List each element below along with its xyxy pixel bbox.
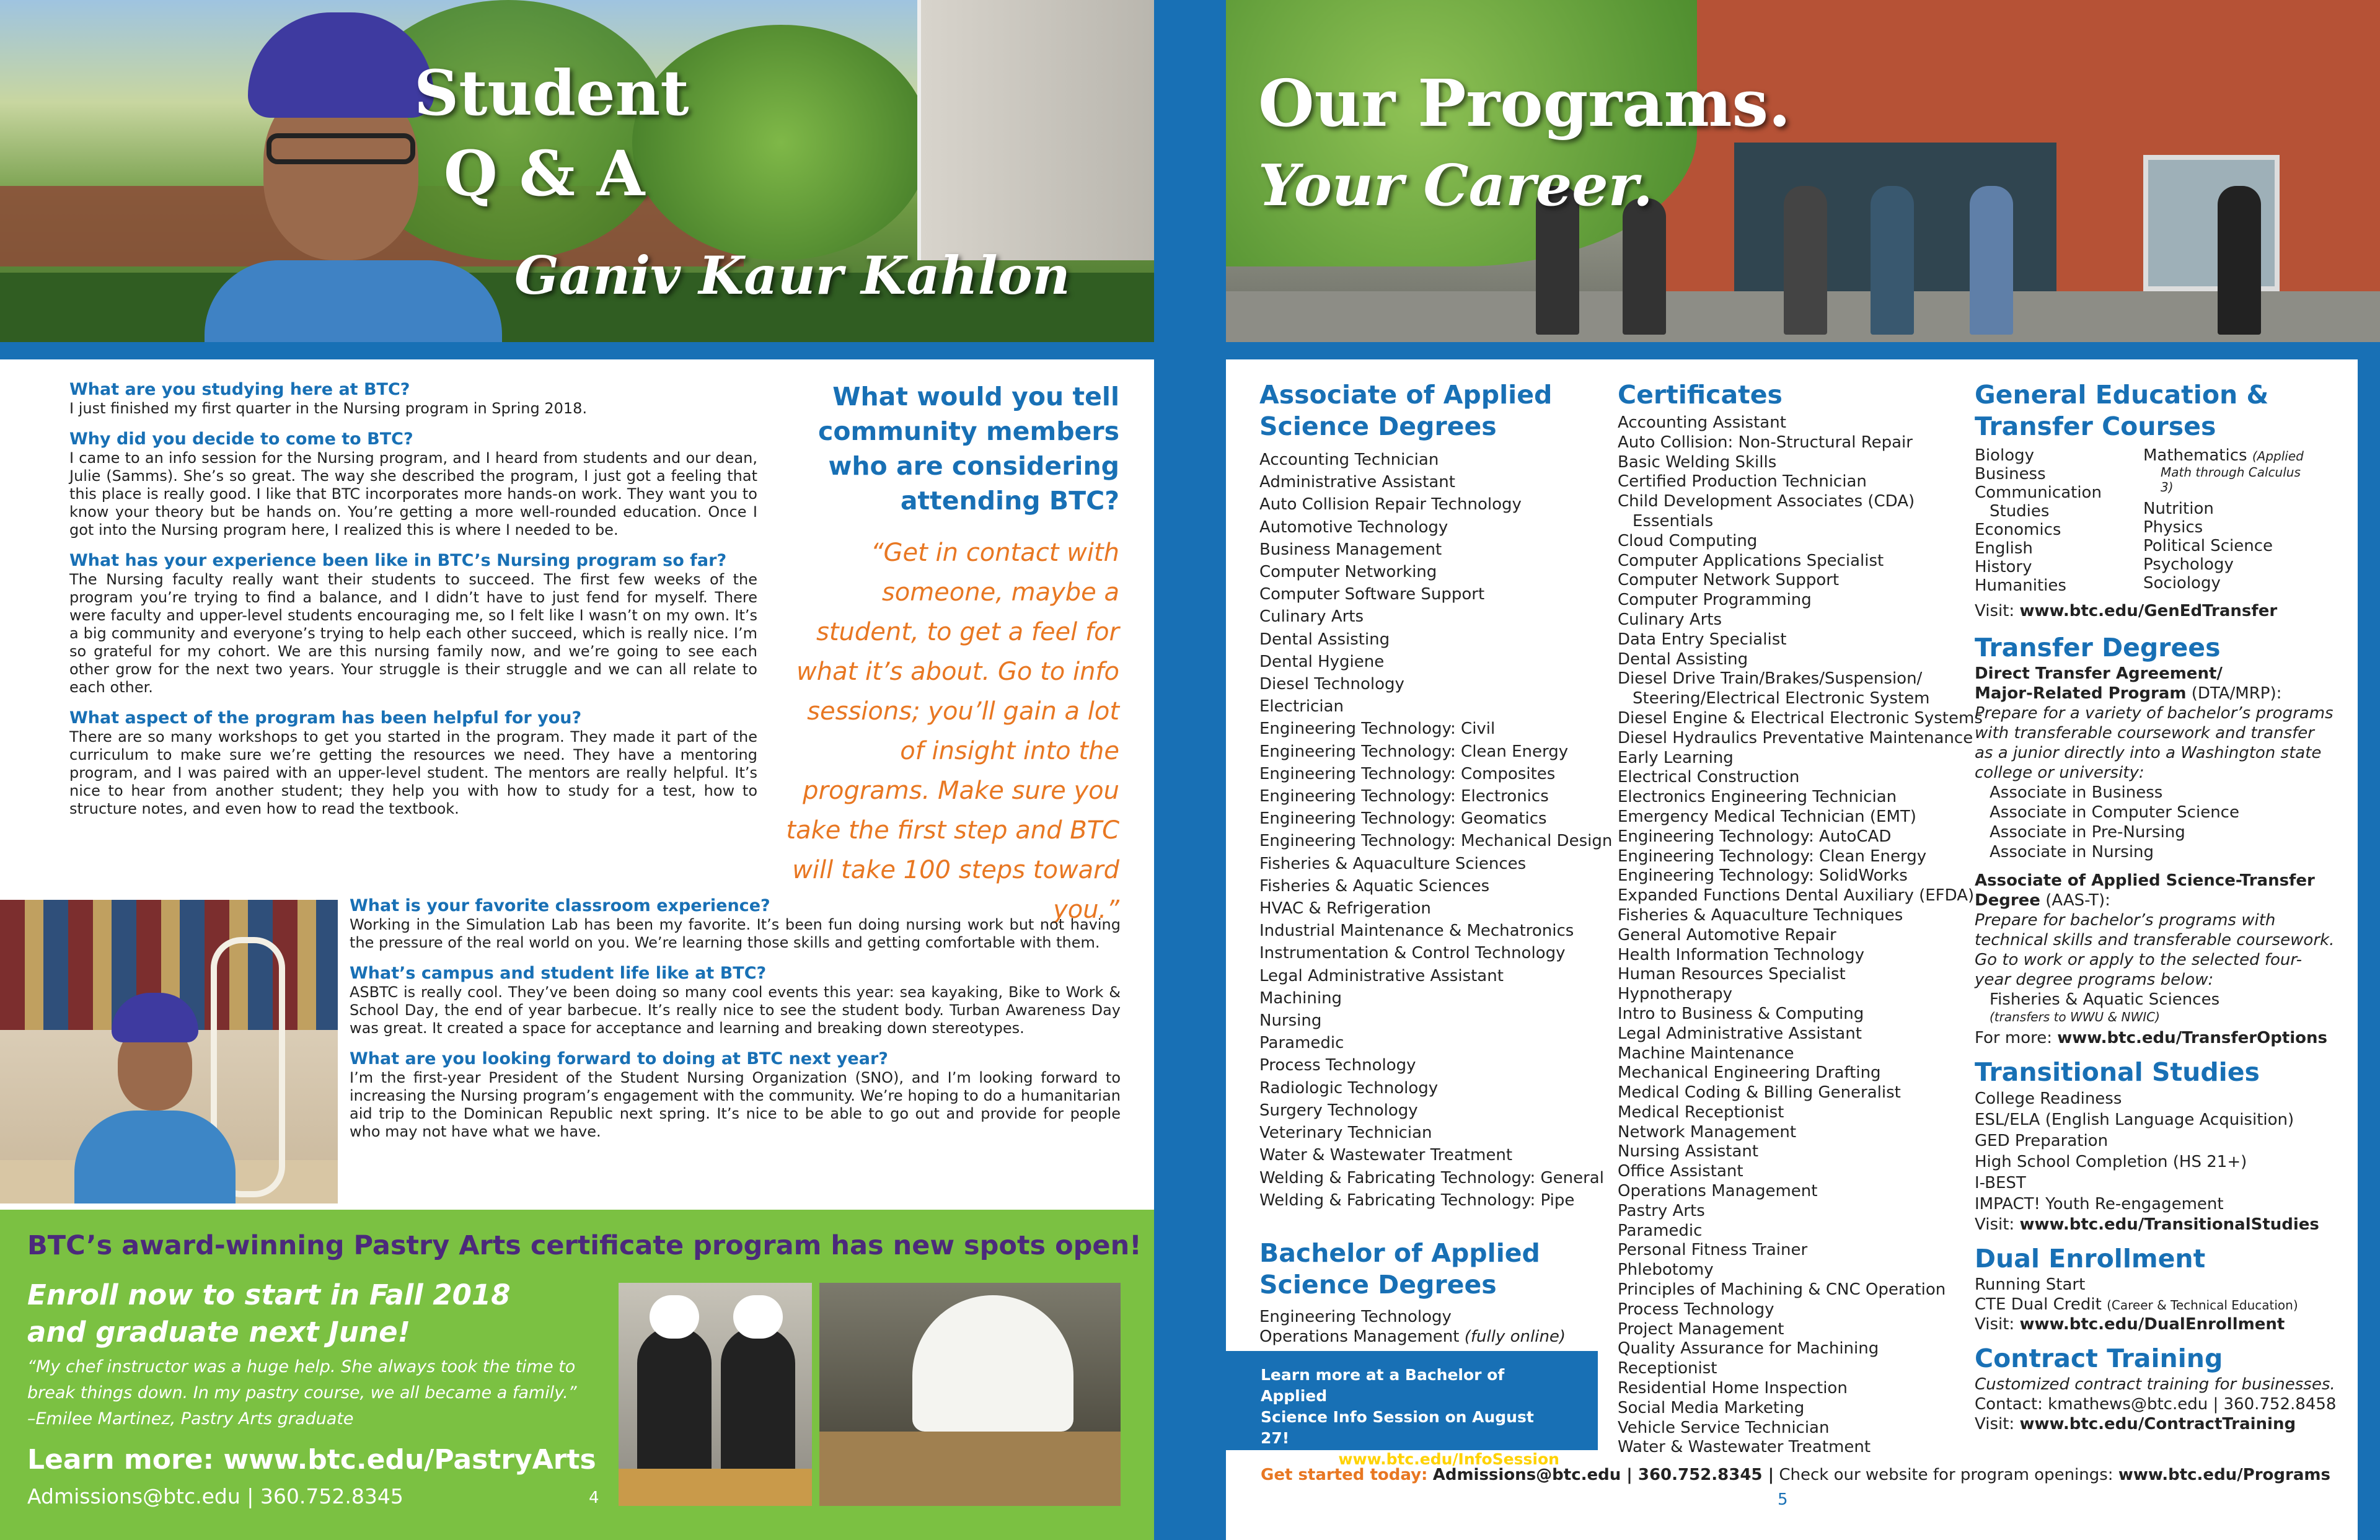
qa-question: What is your favorite classroom experience? <box>350 896 770 915</box>
certificate-program: Office Assistant <box>1618 1162 1743 1181</box>
pastry-headline: BTC’s award-winning Pastry Arts certificate program has new spots open! <box>27 1230 1142 1261</box>
aas-program: Paramedic <box>1259 1034 1344 1053</box>
transitional-studies-link[interactable]: www.btc.edu/TransitionalStudies <box>2019 1215 2319 1234</box>
transfer-options-link[interactable]: www.btc.edu/TransferOptions <box>2057 1029 2328 1047</box>
contract-training-heading: Contract Training <box>1975 1344 2223 1373</box>
certificate-program: Social Media Marketing <box>1618 1398 1805 1417</box>
certificate-program: Vehicle Service Technician <box>1618 1418 1830 1437</box>
dta-description-line: as a junior directly into a Washington state <box>1975 744 2322 762</box>
gen-ed-link[interactable]: www.btc.edu/GenEdTransfer <box>2019 602 2278 620</box>
gen-ed-course: Nutrition <box>2143 499 2214 518</box>
pastry-chef-photo <box>819 1283 1121 1506</box>
aas-program: Radiologic Technology <box>1259 1078 1439 1098</box>
certificate-program: Project Management <box>1618 1319 1784 1339</box>
get-started-footer: Get started today: Admissions@btc.edu | 360.752.8345 | Check our website for program openings: www.btc.edu/Programs <box>1261 1466 2330 1484</box>
aas-program: Engineering Technology: Geomatics <box>1259 809 1547 829</box>
aas-program: Engineering Technology: Civil <box>1259 719 1496 739</box>
certificate-program: Water & Wastewater Treatment <box>1618 1438 1871 1457</box>
certificate-program: Legal Administrative Assistant <box>1618 1024 1862 1043</box>
dta-program: Associate in Business <box>1990 783 2163 802</box>
certificate-program: Hypnotherapy <box>1618 985 1733 1004</box>
pull-quote-block <box>778 379 1119 930</box>
gen-ed-course: Communication <box>1975 483 2102 502</box>
hero-title-qa: Q & A <box>443 137 645 210</box>
aast-description-line: Prepare for bachelor’s programs with <box>1975 911 2276 930</box>
pastry-arts-link[interactable]: www.btc.edu/PastryArts <box>223 1444 596 1476</box>
certificate-program: Human Resources Specialist <box>1618 965 1846 984</box>
certificate-program: Personal Fitness Trainer <box>1618 1241 1808 1260</box>
contract-training-contact[interactable]: Contact: kmathews@btc.edu | 360.752.8458 <box>1975 1395 2337 1414</box>
transitional-studies-heading: Transitional Studies <box>1975 1057 2260 1087</box>
bas-heading-2: Science Degrees <box>1259 1269 1497 1300</box>
certificate-program: Expanded Functions Dental Auxiliary (EFDA) <box>1618 886 1975 905</box>
certificate-program: Engineering Technology: SolidWorks <box>1618 866 1908 886</box>
gen-ed-course: Humanities <box>1975 576 2066 595</box>
aast-note: (transfers to WWU & NWIC) <box>1990 1010 2160 1024</box>
dual-enrollment-heading: Dual Enrollment <box>1975 1244 2206 1274</box>
aas-program: Engineering Technology: Mechanical Design <box>1259 832 1613 851</box>
gen-ed-heading-2: Transfer Courses <box>1975 411 2216 441</box>
aas-program: Nursing <box>1259 1011 1322 1031</box>
aas-program: Veterinary Technician <box>1259 1124 1432 1143</box>
bas-box-line-1: Learn more at a Bachelor of Applied <box>1261 1366 1505 1405</box>
aas-program: Industrial Maintenance & Mechatronics <box>1259 922 1574 941</box>
certificate-program: Paramedic <box>1618 1221 1703 1240</box>
certificate-program: Machine Maintenance <box>1618 1044 1794 1063</box>
certificate-program: Cloud Computing <box>1618 531 1758 550</box>
dual-enrollment-item: Running Start <box>1975 1275 2086 1294</box>
aas-program: Machining <box>1259 988 1342 1008</box>
certificate-program: Principles of Machining & CNC Operation <box>1618 1280 1946 1300</box>
hero-title-student: Student <box>414 56 689 130</box>
transitional-studies-item: High School Completion (HS 21+) <box>1975 1153 2247 1171</box>
certificate-program: Quality Assurance for Machining <box>1618 1339 1879 1358</box>
aas-program: Auto Collision Repair Technology <box>1259 495 1522 514</box>
qa-answer: I just finished my first quarter in the Nursing program in Spring 2018. <box>69 400 588 417</box>
dta-title-2: Major-Related Program <box>1975 684 2187 703</box>
pull-question: What would you tell community members who are considering attending BTC? <box>818 382 1119 516</box>
qa-question: What aspect of the program has been helpful for you? <box>69 708 582 728</box>
certificate-program: Receptionist <box>1618 1359 1717 1378</box>
gen-ed-course: Economics <box>1975 521 2061 539</box>
certificate-program: Engineering Technology: Clean Energy <box>1618 847 1927 866</box>
qa-section-top <box>69 381 757 818</box>
certificate-program: Child Development Associates (CDA) <box>1618 492 1915 511</box>
aas-program: Business Management <box>1259 540 1442 559</box>
learn-more-line <box>27 1444 596 1476</box>
gen-ed-course: Biology <box>1975 446 2034 465</box>
certificate-program: Network Management <box>1618 1122 1797 1142</box>
qa-question: What are you looking forward to doing at BTC next year? <box>350 1049 888 1068</box>
student-name: Ganiv Kaur Kahlon <box>514 245 1070 306</box>
gen-ed-course: Political Science <box>2143 537 2273 555</box>
aas-program: Surgery Technology <box>1259 1101 1418 1120</box>
page-spine <box>1154 0 1226 1540</box>
aas-program: Administrative Assistant <box>1259 473 1455 492</box>
certificates-heading: Certificates <box>1618 380 1783 410</box>
gen-ed-course: Studies <box>1990 502 2050 521</box>
aas-program: Instrumentation & Control Technology <box>1259 944 1566 963</box>
gen-ed-course: Sociology <box>2143 574 2221 592</box>
certificate-program: Residential Home Inspection <box>1618 1379 1848 1398</box>
qa-answer: I’m the first-year President of the Student Nursing Organization (SNO), and I’m looking forward to increasing the Nursing program’s engagement with the community. We’re hoping to do a humanitarian aid trip to the Dominican Republic next spring. It’s nice to be able to go out and provide for people who may not have what we have. <box>350 1069 1121 1140</box>
certificate-program: Nursing Assistant <box>1618 1142 1759 1161</box>
certificate-program: Engineering Technology: AutoCAD <box>1618 827 1892 846</box>
transfer-degrees-heading: Transfer Degrees <box>1975 633 2221 662</box>
bas-program: Operations Management (fully online) <box>1259 1327 1566 1346</box>
info-session-link[interactable]: www.btc.edu/InfoSession <box>1338 1450 1559 1468</box>
graduate-quote: “My chef instructor was a huge help. She always took the time to break things down. In my pastry course, we all became a family.” –Emilee Martinez, Pastry Arts graduate <box>27 1357 577 1428</box>
pastry-students-photo <box>619 1283 812 1506</box>
dta-title-1: Direct Transfer Agreement/ <box>1975 664 2223 683</box>
aas-heading-1: Associate of Applied <box>1259 380 1553 410</box>
qa-answer: I came to an info session for the Nursing program, and I heard from students and our dean, Julie (Samms). She’s so great. The way she described the program, I just got a feeling that this place is really good. I like that BTC incorporates more hands-on work. They want you to know your theory but be hands on. You’re getting a more well-rounded education. Once I got into the Nursing program here, I realized this is where I needed to be. <box>69 449 757 539</box>
aas-program: Fisheries & Aquatic Sciences <box>1259 876 1490 895</box>
transitional-studies-item: I-BEST <box>1975 1174 2026 1192</box>
aast-description-line: technical skills and transferable coursework. <box>1975 931 2335 949</box>
aas-program: Engineering Technology: Composites <box>1259 764 1556 783</box>
certificate-program: Intro to Business & Computing <box>1618 1004 1864 1023</box>
aas-program: Culinary Arts <box>1259 607 1364 627</box>
qa-answer: Working in the Simulation Lab has been my favorite. It’s been fun doing nursing work but not having the pressure of the real world on you. We’re learning those skills and getting comfortable with them. <box>350 916 1121 951</box>
bas-heading-1: Bachelor of Applied <box>1259 1238 1540 1268</box>
certificate-program: Diesel Drive Train/Brakes/Suspension/ <box>1618 669 1923 689</box>
page-number-right: 5 <box>1778 1490 1788 1509</box>
right-edge-bar <box>2358 342 2380 1540</box>
qa-question: Why did you decide to come to BTC? <box>69 429 413 449</box>
qa-question: What are you studying here at BTC? <box>69 380 410 399</box>
dta-program: Associate in Nursing <box>1990 843 2154 861</box>
certificate-program: Health Information Technology <box>1618 945 1865 964</box>
gen-ed-course: English <box>1975 539 2033 558</box>
gen-ed-heading-1: General Education & <box>1975 380 2269 410</box>
pull-quote: “Get in contact with someone, maybe a student, to get a feel for what it’s about. Go to info sessions; you’ll gain a lot of insight into the programs. Make sure you take the first step and BTC will take 100 steps toward you.” <box>786 539 1119 924</box>
certificate-program: Accounting Assistant <box>1618 413 1786 432</box>
certificate-program: Dental Assisting <box>1618 649 1748 669</box>
aas-program: Welding & Fabricating Technology: General <box>1259 1168 1604 1187</box>
certificate-program: Steering/Electrical Electronic System <box>1633 689 1930 708</box>
certificate-program: Electrical Construction <box>1618 768 1800 787</box>
transitional-studies-item: College Readiness <box>1975 1089 2122 1108</box>
bas-program: Engineering Technology <box>1259 1307 1452 1326</box>
aas-program: Process Technology <box>1259 1056 1416 1075</box>
certificate-program: Diesel Hydraulics Preventative Maintenance <box>1618 728 1973 747</box>
aas-program: Accounting Technician <box>1259 451 1439 469</box>
aas-program: Computer Software Support <box>1259 585 1485 604</box>
aas-program: Fisheries & Aquaculture Sciences <box>1259 854 1527 873</box>
dta-program: Associate in Computer Science <box>1990 803 2239 822</box>
qa-answer: ASBTC is really cool. They’ve been doing so many cool events this year: sea kayaking, Bike to Work & School Day, the end of year barbecue. It’s really nice to see the student body. Turban Awareness Day was great. It created a space for acceptance and learning and breaking down stereotypes. <box>350 983 1121 1037</box>
footer-contact[interactable]: Admissions@btc.edu | 360.752.8345 | <box>1432 1466 1774 1484</box>
certificate-program: Electronics Engineering Technician <box>1618 788 1897 807</box>
certificate-program: Process Technology <box>1618 1300 1774 1319</box>
page-number-left: 4 <box>589 1489 599 1507</box>
aas-program: Engineering Technology: Electronics <box>1259 787 1549 806</box>
qa-section-bottom <box>350 897 1121 1141</box>
dual-enrollment-item: CTE Dual Credit <box>1975 1295 2102 1314</box>
certificate-program: Phlebotomy <box>1618 1261 1714 1280</box>
certificate-program: Medical Coding & Billing Generalist <box>1618 1083 1901 1102</box>
transitional-studies-item: ESL/ELA (English Language Acquisition) <box>1975 1111 2294 1129</box>
student-classroom-photo <box>0 900 338 1203</box>
dta-description-line: college or university: <box>1975 763 2144 782</box>
math-note: Math through Calculus 3) <box>2161 465 2301 495</box>
aast-title-1: Associate of Applied Science-Transfer <box>1975 871 2315 890</box>
dta-program: Associate in Pre-Nursing <box>1990 823 2185 842</box>
certificate-program: Medical Receptionist <box>1618 1102 1784 1122</box>
gen-ed-column: General Education & Transfer Courses Biology Business Communication Studies Economics English History Humanities Mathematics (Applied Math through Calculus 3) Nutrition Physics Political Science Psychology Sociology Visit: www.btc.edu/GenEdTransfer Transfer Degrees Direct Transfer Agreement/ Major-Related Program (DTA/MRP): Prepare for a variety of bachelor’s programs with transferable coursework and transfer as a junior directly into a Washington state college or university: Associate in Business Associate in Computer Science Associate in Pre-Nursing Associate in Nursing Associate of Applied Science-Transfer Degree (AAS-T): Prepare for bachelor’s programs with technical skills and transferable coursework. Go to work or apply to the selected four- year degree programs below: Fisheries & Aquatic Sciences (transfers to WWU & NWIC) For more: www.btc.edu/TransferOptions Transitional Studies College Readiness ESL/ELA (English Language Acquisition) GED Preparation High School Completion (HS 21+) I-BEST IMPACT! Youth Re-engagement Visit: www.btc.edu/TransitionalStudies Dual Enrollment Running Start CTE Dual Credit (Career & Technical Education) Visit: www.btc.edu/DualEnrollment Contract Training Customized contract training for businesses. Contact: kmathews@btc.edu | 360.752.8458 Visit: www.btc.edu/ContractTraining <box>1975 379 2353 1434</box>
qa-question: What has your experience been like in BTC’s Nursing program so far? <box>69 551 727 570</box>
enroll-line-1: Enroll now to start in Fall 2018 <box>27 1278 511 1311</box>
certificate-program: Early Learning <box>1618 748 1734 767</box>
aas-program: Dental Assisting <box>1259 630 1390 649</box>
dta-description-line: Prepare for a variety of bachelor’s programs <box>1975 704 2334 723</box>
certificate-program: Mechanical Engineering Drafting <box>1618 1063 1881 1083</box>
transitional-studies-item: IMPACT! Youth Re-engagement <box>1975 1195 2224 1213</box>
programs-title: Our Programs. <box>1258 65 1791 141</box>
dual-enrollment-link[interactable]: www.btc.edu/DualEnrollment <box>2019 1315 2285 1334</box>
gen-ed-course: Mathematics <box>2143 446 2247 465</box>
bas-box-signup: Sign up: www.btc.edu/InfoSession <box>1261 1450 1559 1468</box>
bas-box-line-2: Science Info Session on August 27! <box>1261 1408 1534 1447</box>
certificate-program: Emergency Medical Technician (EMT) <box>1618 807 1916 826</box>
certificate-program: Culinary Arts <box>1618 610 1722 629</box>
aas-program: Legal Administrative Assistant <box>1259 966 1504 985</box>
aast-program: Fisheries & Aquatic Sciences <box>1990 990 2220 1009</box>
admissions-contact[interactable]: Admissions@btc.edu | 360.752.8345 <box>27 1484 403 1508</box>
certificate-program: Data Entry Specialist <box>1618 630 1787 649</box>
aas-program: HVAC & Refrigeration <box>1259 899 1431 918</box>
certificate-program: Essentials <box>1633 511 1714 530</box>
qa-answer: The Nursing faculty really want their students to succeed. The first few weeks of the program you’re trying to find a balance, and I didn’t have to just fend for myself. There were faculty and upper-level students encouraging me, so I felt like I wasn’t on my own. It’s a big community and everyone’s trying to help each other succeed, which is really nice. I’m so grateful for my cohort. We are this nursing family now, and we’re going to see each other grow for the next two years. Your struggle is their struggle and we can all relate to each other. <box>69 571 757 696</box>
enroll-line-2: and graduate next June! <box>27 1316 410 1349</box>
certificate-program: Computer Programming <box>1618 591 1812 610</box>
certificate-program: Computer Network Support <box>1618 571 1840 590</box>
gen-ed-course: Business <box>1975 465 2046 483</box>
certificate-program: Operations Management <box>1618 1182 1818 1201</box>
bas-info-session-box <box>1226 1351 1598 1468</box>
aast-description-line: Go to work or apply to the selected four- <box>1975 951 2303 969</box>
aast-description-line: year degree programs below: <box>1975 970 2214 989</box>
aas-program: Automotive Technology <box>1259 517 1448 537</box>
gen-ed-course: History <box>1975 558 2032 576</box>
contract-training-desc: Customized contract training for businesses. <box>1975 1375 2335 1394</box>
career-subtitle: Your Career. <box>1258 152 1653 219</box>
certificate-program: General Automotive Repair <box>1618 925 1836 944</box>
learn-more-label: Learn more: <box>27 1444 214 1476</box>
qa-question: What’s campus and student life like at BTC? <box>350 964 767 983</box>
gen-ed-course: Psychology <box>2143 555 2234 574</box>
certificate-program: Computer Applications Specialist <box>1618 551 1884 570</box>
aas-program: Water & Wastewater Treatment <box>1259 1146 1513 1165</box>
aast-title-2: Degree <box>1975 891 2040 910</box>
certificate-program: Certified Production Technician <box>1618 472 1867 491</box>
certificate-program: Pastry Arts <box>1618 1201 1705 1220</box>
qa-answer: There are so many workshops to get you started in the program. They made it part of the curriculum to make sure we’re getting the resources we need. They have a mentoring program, and I was paired with an upper-level student. The mentors are really helpful. It’s nice to hear from another student; they help you with how to study for a test, how to structure notes, and even how to read the textbook. <box>69 728 757 817</box>
aas-program: Engineering Technology: Clean Energy <box>1259 742 1569 761</box>
aas-program: Computer Networking <box>1259 563 1437 582</box>
aas-heading-2: Science Degrees <box>1259 411 1497 441</box>
aas-program: Dental Hygiene <box>1259 652 1385 671</box>
aas-program: Welding & Fabricating Technology: Pipe <box>1259 1190 1575 1210</box>
transitional-studies-item: GED Preparation <box>1975 1132 2109 1150</box>
certificate-program: Basic Welding Skills <box>1618 452 1777 472</box>
certificate-program: Auto Collision: Non-Structural Repair <box>1618 433 1913 452</box>
dta-description-line: with transferable coursework and transfer <box>1975 724 2314 742</box>
aas-program: Diesel Technology <box>1259 675 1404 694</box>
certificate-program: Fisheries & Aquaculture Techniques <box>1618 905 1903 925</box>
aas-column <box>1259 379 1613 1347</box>
certificates-column <box>1618 379 1983 1458</box>
contract-training-link[interactable]: www.btc.edu/ContractTraining <box>2019 1415 2296 1433</box>
aas-program: Electrician <box>1259 697 1344 716</box>
certificate-program: Diesel Engine & Electrical Electronic Systems <box>1618 708 1983 728</box>
enroll-callout <box>27 1277 511 1351</box>
programs-link[interactable]: www.btc.edu/Programs <box>2118 1466 2330 1484</box>
gen-ed-course: Physics <box>2143 518 2203 537</box>
